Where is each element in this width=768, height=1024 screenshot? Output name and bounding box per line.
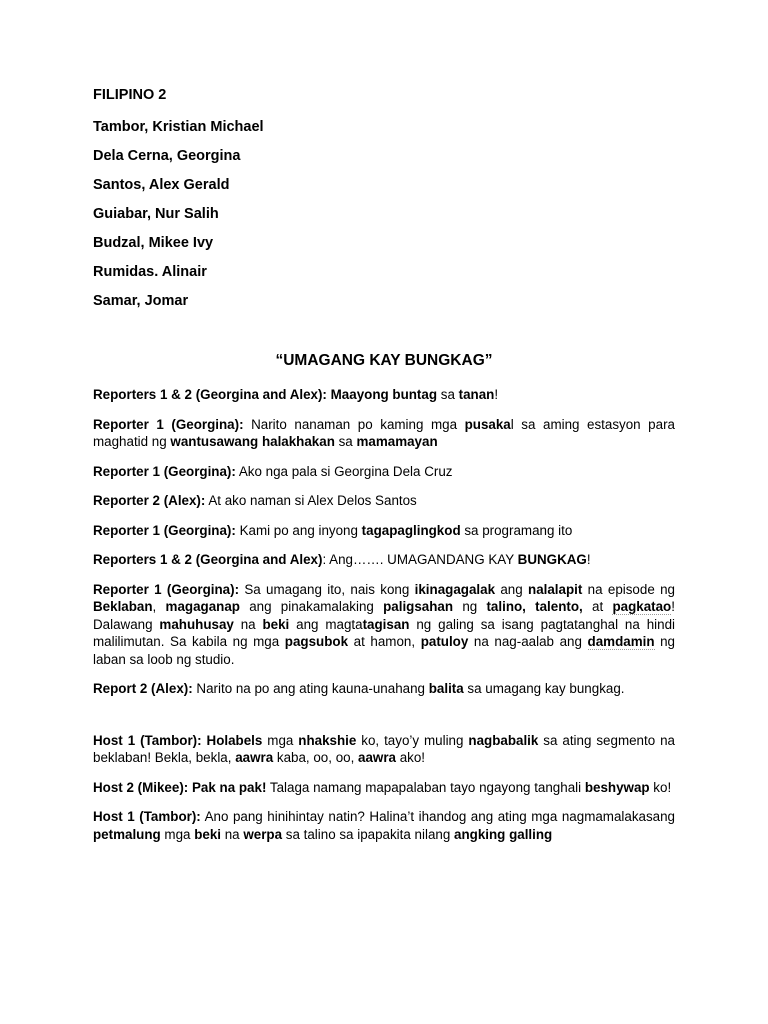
emphasized-term: Maayong buntag [330,387,438,402]
dialogue-text: at [582,599,613,614]
dialogue-text: ! [586,552,591,567]
script-title: “UMAGANG KAY BUNGKAG” [275,352,493,369]
member-name: Tambor, Kristian Michael [93,119,264,135]
speaker-label: Reporters 1 & 2 (Georgina and Alex) [93,552,323,567]
dialogue-paragraph [93,416,675,451]
dialogue-text: at hamon, [348,634,421,649]
emphasized-term: werpa [243,826,283,842]
dialogue-paragraph [93,680,675,698]
dialogue-text: sa talino sa ipapakita nilang [282,826,455,842]
emphasized-term: balita [428,681,464,696]
emphasized-term: beki [194,826,221,842]
member-name: Guiabar, Nur Salih [93,206,219,222]
dialogue-text: Talaga namang mapapalaban tayo ngayong tanghali [266,779,585,795]
emphasized-term: beshywap [584,779,650,795]
emphasized-term: Holabels [206,732,263,748]
emphasized-term: pagkatao [612,599,672,614]
emphasized-term: pagsubok [284,634,349,649]
dialogue-paragraph [93,522,675,540]
speaker-label: Reporter 1 (Georgina): [93,416,244,432]
speaker-label: Reporter 2 (Alex): [93,493,206,508]
dialogue-paragraph [93,779,675,797]
speaker-label: Report 2 (Alex): [93,681,193,696]
dialogue-text: ako! [396,750,426,765]
member-name: Rumidas. Alinair [93,264,207,280]
course-title: FILIPINO 2 [93,87,167,103]
emphasized-term: pusaka [464,416,511,432]
dialogue-text: ko! [649,779,672,795]
dialogue-text: ! Dalawang [93,599,675,632]
script-body [93,386,675,855]
speaker-label: Reporter 1 (Georgina): [93,463,236,479]
dialogue-paragraph [93,732,675,767]
member-name: Samar, Jomar [93,293,189,309]
dialogue-text: Kami po ang inyong [235,522,362,538]
dialogue-text: na [233,616,263,632]
emphasized-term: BUNGKAG [517,552,587,567]
emphasized-term: talino, talento, [486,599,583,614]
dialogue-text: sa [334,434,357,449]
dialogue-text: mga [160,826,195,842]
speaker-label: Host 1 (Tambor): [93,732,202,748]
dialogue-paragraph [93,808,675,843]
emphasized-term: paligsahan [383,599,454,614]
emphasized-term: mahuhusay [159,616,234,632]
dialogue-text: Narito na po ang ating kauna-unahang [192,681,429,696]
dialogue-text: mga [262,732,299,748]
dialogue-paragraph [93,463,675,481]
emphasized-term: magaganap [165,599,240,614]
emphasized-term: aawra [235,750,274,765]
dialogue-text: Narito nanaman po kaming mga [243,416,465,432]
emphasized-term: Beklaban [93,599,153,614]
emphasized-term: tagisan [362,616,410,632]
emphasized-term: nhakshie [298,732,357,748]
speaker-label: Host 2 (Mikee): [93,779,189,795]
emphasized-term: tagapaglingkod [361,522,461,538]
emphasized-term: beki [262,616,290,632]
dialogue-text: ng [453,599,487,614]
dialogue-text: , [152,599,166,614]
dialogue-text: Ano pang hinihintay natin? Halina’t ihandog ang ating mga nagmamalakasang [200,809,676,824]
dialogue-text: sa [437,387,459,402]
emphasized-term: ikinagagalak [414,581,496,597]
speaker-label: Reporter 1 (Georgina): [93,581,240,597]
dialogue-text: l sa aming estasyon para maghatid ng [93,416,675,449]
dialogue-text: ang [495,581,529,597]
emphasized-term: nagbabalik [468,732,539,748]
dialogue-text: ko, tayo’y muling [356,732,469,748]
member-name: Dela Cerna, Georgina [93,148,241,164]
emphasized-term: petmalung [93,826,161,842]
member-name: Santos, Alex Gerald [93,177,230,193]
emphasized-term: Pak na pak! [191,779,267,795]
emphasized-term: nalalapit [528,581,583,597]
emphasized-term: angking galling [454,826,553,842]
dialogue-text: ng laban sa loob ng studio. [93,634,675,667]
dialogue-text: kaba, oo, oo, [273,750,359,765]
dialogue-text: Ako nga pala si Georgina Dela Cruz [235,463,453,479]
emphasized-term: damdamin [587,634,655,649]
emphasized-term: aawra [358,750,396,765]
dialogue-text: sa umagang kay bungkag. [463,681,625,696]
speaker-label: Host 1 (Tambor): [93,809,201,824]
dialogue-text: ! [494,387,499,402]
dialogue-text: ang pinakamalaking [239,599,384,614]
emphasized-term: mamamayan [356,434,438,449]
dialogue-text: : Ang……. UMAGANDANG KAY [322,552,518,567]
dialogue-paragraph [93,551,675,569]
dialogue-text: ng galing sa isang pagtatanghal na hindi malilimutan. Sa kabila ng mga [93,616,675,649]
dialogue-text: na episode ng [582,581,675,597]
dialogue-paragraph [93,492,675,510]
emphasized-term: tanan [458,387,495,402]
member-name: Budzal, Mikee Ivy [93,235,214,251]
member-list [93,119,264,322]
dialogue-text: Sa umagang ito, nais kong [239,581,415,597]
speaker-label: Reporter 1 (Georgina): [93,522,236,538]
emphasized-term: wantusawang halakhakan [170,434,335,449]
speaker-label: Reporters 1 & 2 (Georgina and Alex): [93,387,327,402]
dialogue-paragraph [93,386,675,404]
dialogue-text: ang magta [289,616,363,632]
dialogue-text: sa ating segmento na beklaban! Bekla, bekla, [93,732,676,765]
emphasized-term: patuloy [420,634,469,649]
dialogue-paragraph [93,581,675,669]
dialogue-text: na [221,826,244,842]
dialogue-text: na nag-aalab ang [468,634,588,649]
dialogue-text: sa programang ito [460,522,573,538]
dialogue-text: At ako naman si Alex Delos Santos [205,493,417,508]
